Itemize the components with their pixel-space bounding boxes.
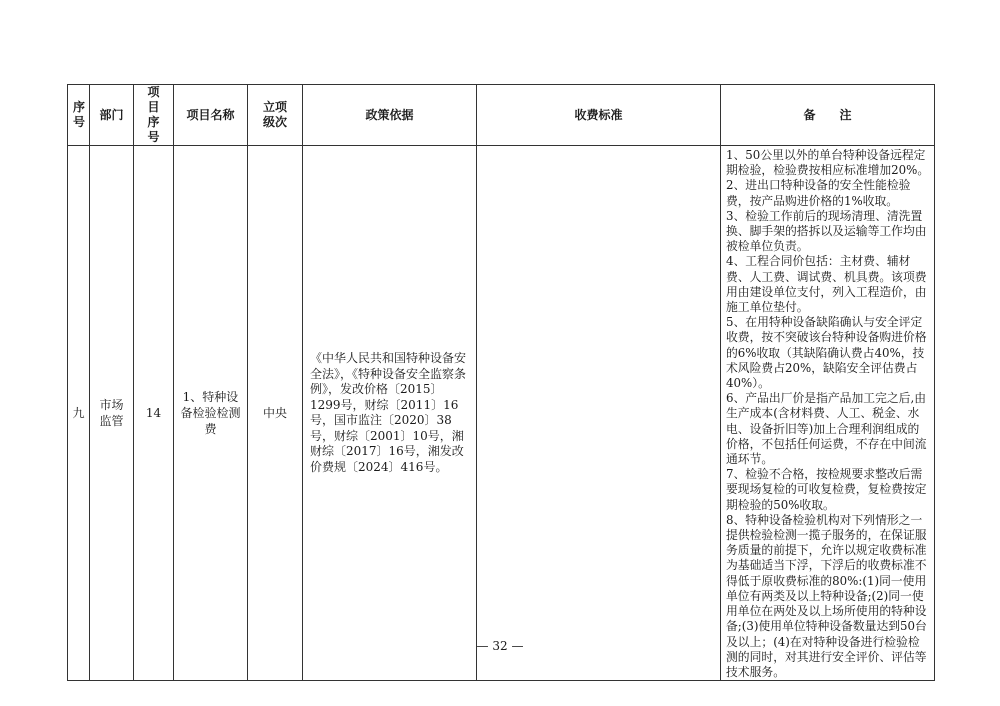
header-item-name: 项目名称 <box>174 85 248 146</box>
header-row <box>68 85 935 146</box>
table-row <box>68 146 935 681</box>
remark-item: 8、特种设备检验机构对下列情形之一提供检验检测一揽子服务的，在保证服务质量的前提下，允许以规定收费标准为基础适当下浮，下浮后的收费标准不得低于原收费标准的80%:(1)同一使用单位有两类及以上特种设备;(2)同一使用单位在两处及以上场所使用的特种设备;(3)使用单位特种设备数量达到50台及以上；(4)在对特种设备进行检验检测的同时，对其进行安全评价、评估等技术服务。 <box>726 512 927 679</box>
cell-department: 市场监管 <box>90 146 134 681</box>
fee-table <box>67 84 935 681</box>
remark-item: 4、工程合同价包括：主材费、辅材费、人工费、调试费、机具费。该项费用由建设单位支付，列入工程造价，由施工单位垫付。 <box>726 254 927 315</box>
remark-item: 2、进出口特种设备的安全性能检验费，按产品购进价格的1%收取。 <box>726 178 911 208</box>
remark-item: 3、检验工作前后的现场清理、清洗置换、脚手架的搭拆以及运输等工作均由被检单位负责。 <box>726 208 927 254</box>
header-approval-level: 立项级次 <box>248 85 303 146</box>
header-seq: 序号 <box>68 85 90 146</box>
cell-item-seq: 14 <box>134 146 174 681</box>
header-item-seq: 项目序号 <box>134 85 174 146</box>
remark-item: 1、50公里以外的单台特种设备远程定期检验，检验费按相应标准增加20%。 <box>726 148 930 178</box>
cell-approval-level: 中央 <box>248 146 303 681</box>
cell-policy-basis: 《中华人民共和国特种设备安全法》，《特种设备安全监察条例》，发改价格〔2015〕1299号，财综〔2011〕16号，国市监注〔2020〕38号，财综〔2001〕10号，湘财综〔2017〕16号，湘发改价费规〔2024〕416号。 <box>303 146 477 681</box>
cell-remarks <box>721 146 935 681</box>
header-department: 部门 <box>90 85 134 146</box>
remark-item: 5、在用特种设备缺陷确认与安全评定收费，按不突破该台特种设备购进价格的6%收取（其缺陷确认费占40%，技术风险费占20%，缺陷安全评估费占40%）。 <box>726 315 927 391</box>
remark-item: 7、检验不合格，按检规要求整改后需要现场复检的可收复检费，复检费按定期检验的50%收取。 <box>726 467 927 512</box>
cell-item-name: 1、特种设备检验检测费 <box>174 146 248 681</box>
cell-fee-standard <box>477 146 721 681</box>
header-remarks: 备 注 <box>721 85 935 146</box>
cell-seq: 九 <box>68 146 90 681</box>
header-fee-standard: 收费标准 <box>477 85 721 146</box>
header-policy-basis: 政策依据 <box>303 85 477 146</box>
page-number: — 32 — <box>476 639 524 653</box>
remark-item: 6、产品出厂价是指产品加工完之后,由生产成本(含材料费、人工、税金、水电、设备折旧等)加上合理利润组成的价格，不包括任何运费，不存在中间流通环节。 <box>726 391 927 467</box>
